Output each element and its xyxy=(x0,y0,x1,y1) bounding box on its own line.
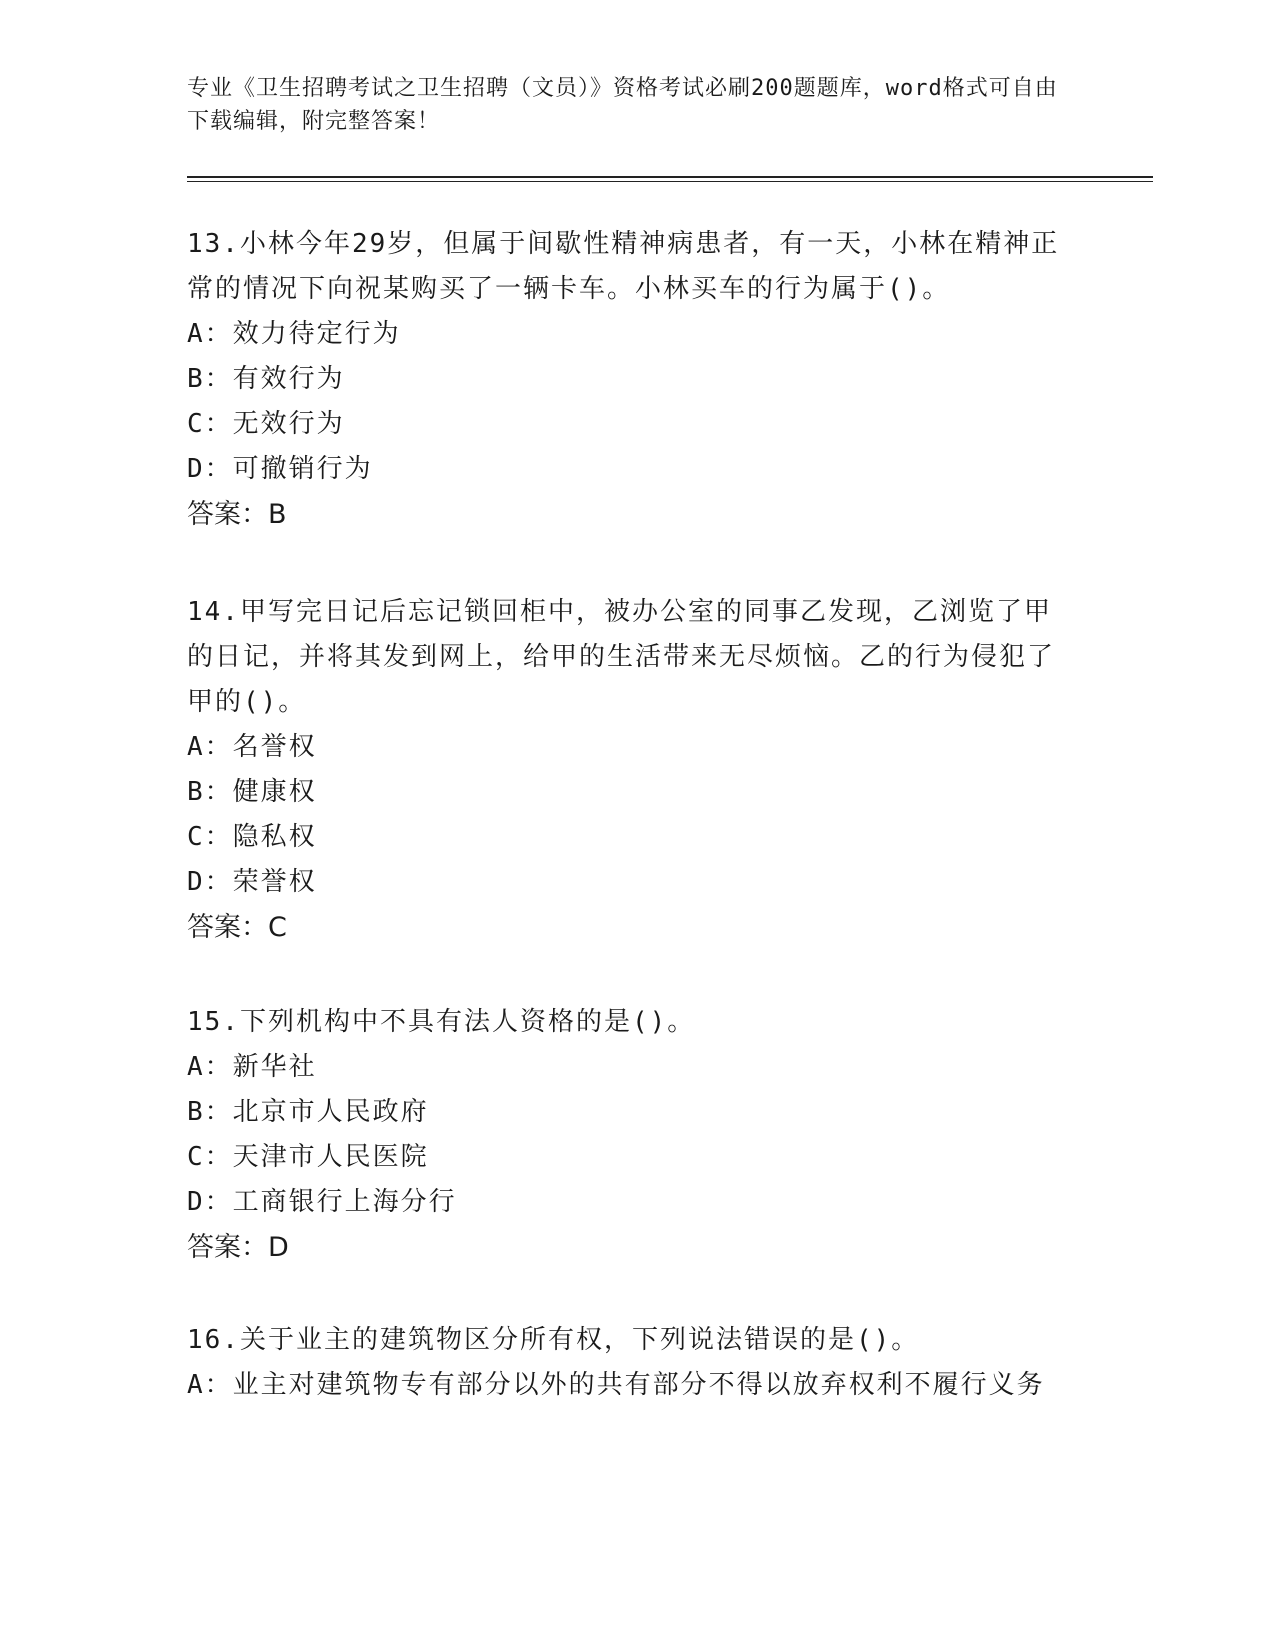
question-stem: 16.关于业主的建筑物区分所有权，下列说法错误的是()。 xyxy=(187,1325,920,1355)
option-c: C：天津市人民医院 xyxy=(187,1142,429,1172)
question-13 xyxy=(187,222,1067,538)
question-stem: 13.小林今年29岁，但属于间歇性精神病患者，有一天，小林在精神正常的情况下向祝某购买了一辆卡车。小林买车的行为属于()。 xyxy=(187,229,1060,304)
question-15 xyxy=(187,1000,1067,1271)
option-a: A：业主对建筑物专有部分以外的共有部分不得以放弃权利不履行义务 xyxy=(187,1370,1045,1400)
question-16 xyxy=(187,1318,1067,1408)
question-14 xyxy=(187,590,1067,951)
option-a: A：效力待定行为 xyxy=(187,319,401,349)
answer: 答案：D xyxy=(187,1232,289,1263)
option-d: D：荣誉权 xyxy=(187,867,317,897)
header-divider xyxy=(187,176,1153,182)
document-header: 专业《卫生招聘考试之卫生招聘（文员）》资格考试必刷200题题库，word格式可自由下载编辑，附完整答案！ xyxy=(187,76,1058,134)
question-stem: 14.甲写完日记后忘记锁回柜中，被办公室的同事乙发现，乙浏览了甲的日记，并将其发到网上，给甲的生活带来无尽烦恼。乙的行为侵犯了甲的()。 xyxy=(187,597,1056,717)
question-stem: 15.下列机构中不具有法人资格的是()。 xyxy=(187,1007,696,1037)
answer: 答案：B xyxy=(187,499,287,530)
option-b: B：健康权 xyxy=(187,777,317,807)
option-d: D：可撤销行为 xyxy=(187,454,373,484)
option-c: C：无效行为 xyxy=(187,409,345,439)
option-b: B：有效行为 xyxy=(187,364,345,394)
option-a: A：名誉权 xyxy=(187,732,317,762)
option-a: A：新华社 xyxy=(187,1052,317,1082)
option-c: C：隐私权 xyxy=(187,822,317,852)
answer: 答案：C xyxy=(187,912,287,943)
option-b: B：北京市人民政府 xyxy=(187,1097,429,1127)
option-d: D：工商银行上海分行 xyxy=(187,1187,457,1217)
